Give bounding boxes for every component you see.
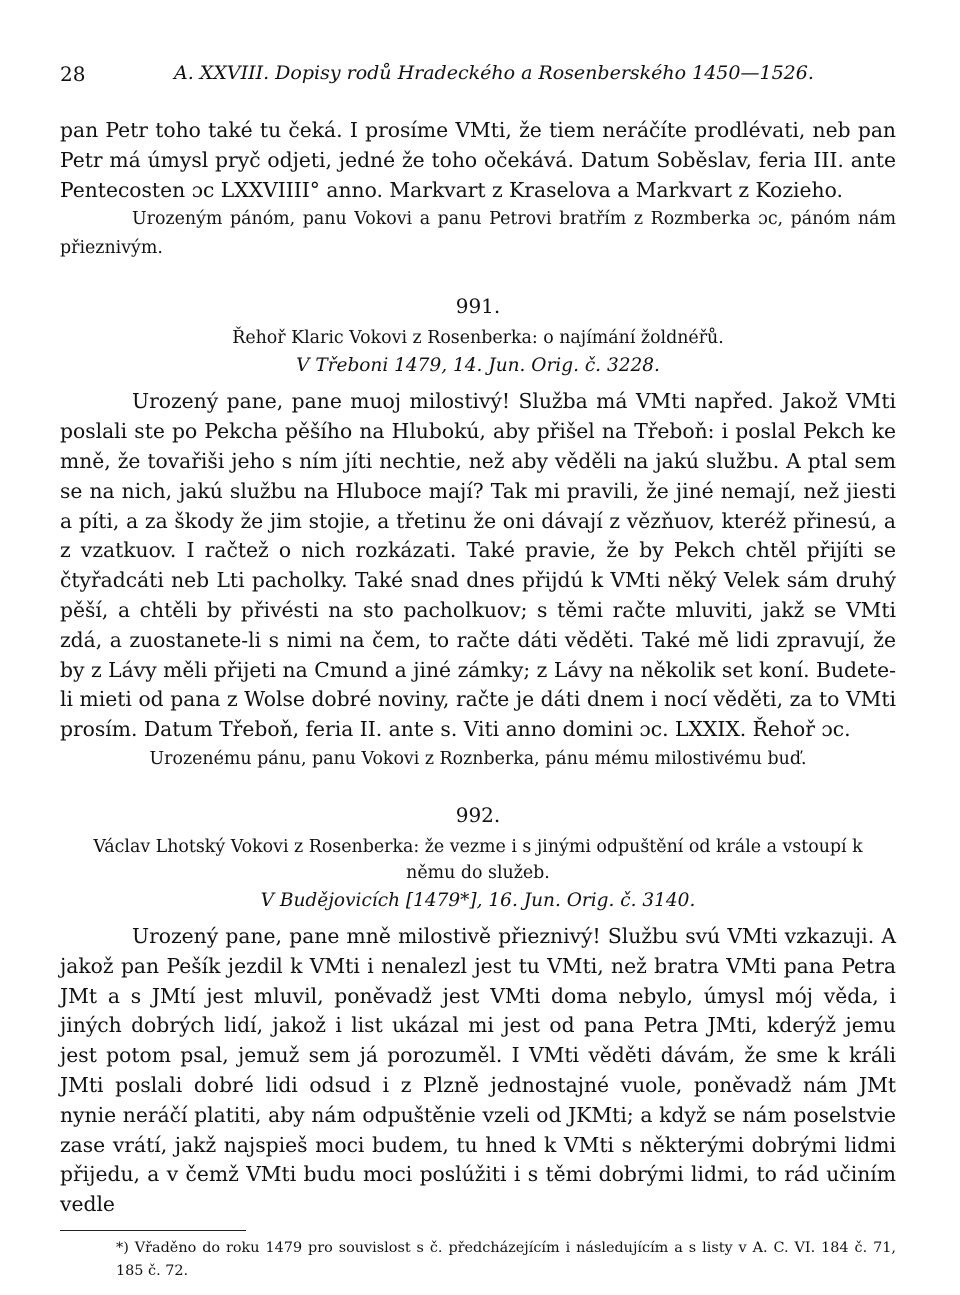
letter-title: Řehoř Klaric Vokovi z Rosenberka: o najímání žoldnéřů. (232, 328, 724, 349)
document-page (60, 58, 896, 1283)
footnote: *) Vřaděno do roku 1479 pro souvislost s č. předcházejícím i následujícím a s listy v A. C. VI. 184 č. 71, 185 č. 72. (116, 1239, 896, 1279)
letter-991 (60, 291, 896, 774)
letter-source: V Budějovicích [1479*], 16. Jun. Orig. č. 3140. (260, 889, 696, 911)
letter-992 (60, 800, 896, 1220)
letter-source: V Třeboni 1479, 14. Jun. Orig. č. 3228. (296, 355, 660, 377)
running-head (60, 58, 896, 88)
previous-letter-address: Urozeným pánóm, panu Vokovi a panu Petrovi bratřím z Rozmberka ɔc, pánóm nám přieznivým. (60, 209, 896, 259)
letter-title: Václav Lhotský Vokovi z Rosenberka: že vezme i s jinými odpuštění od krále a vstoupí k němu do služeb. (93, 836, 863, 883)
letter-number: 992. (455, 802, 501, 827)
footnote-divider (60, 1230, 246, 1231)
running-title: A. XXVIII. Dopisy rodů Hradeckého a Rosenberského 1450—1526. (174, 62, 814, 84)
letter-body: Urozený pane, pane muoj milostivý! Služba má VMti napřed. Jakož VMti poslali ste po Pekcha pěšího na Hlubokú, aby přišel na Třeboň: i poslal Pekch ke mně, že tovařiši jeho s ním jíti nechtie, než aby věděli na jakú službu. A ptal sem se na nich, jakú službu na Hluboce mají? Tak mi pravili, že jiné nemají, než jiesti a píti, a za škody že jim stojie, a třetinu že oni dávají z vězňuov, kteréž přinesú, a z vzatkuov. I račtež o nich rozkázati. Také pravie, že by Pekch chtěl přijíti se čtyřadcáti neb Lti pacholky. Také snad dnes přijdú k VMti něký Velek sám druhý pěší, a chtěli by přivésti na sto pacholkuov; s těmi račte mluviti, jakž se VMti zdá, a zuostanete-li s nimi na čem, to račte dáti věděti. Také mě lidi zpravují, že by z Lávy měli přijeti na Cmund a jiné zámky; z Lávy na několik set koní. Budete-li mieti od pana z Wolse dobré noviny, račte je dáti dnem i nocí věděti, za to VMti prosím. Datum Třeboň, feria II. ante s. Viti anno domini ɔc. LXXIX. Řehoř ɔc. (60, 389, 896, 742)
page-number: 28 (60, 62, 86, 86)
letter-number: 991. (455, 294, 501, 319)
letter-body: Urozený pane, pane mně milostivě přieznivý! Službu svú VMti vzkazuji. A jakož pan Pešík jezdil k VMti i nenalezl jest tu VMti, než bratra VMti pana Petra JMt a s JMtí jest mluvil, poněvadž jest VMti doma nebylo, úmysl mój věda, i jiných dobrých lidí, jakož i list ukázal mi jest od pana Petra JMti, kderýž jemu jest potom psal, jemuž sem já porozuměl. I VMti věděti dávám, že sme k králi JMti poslali dobré lidi odsud i z Plzně jednostajné vuole, poněvadž nám JMt nynie neráčí platiti, aby nám odpuštěnie vzeli od JKMti; a když se nám poselstvie zase vrátí, jakž najspieš moci budem, tu hned k VMti s některými dobrými lidmi přijedu, a v čemž VMti budu moci poslúžiti i s těmi dobrými lidmi, to rád učiním vedle (60, 923, 896, 1217)
previous-letter-body: pan Petr toho také tu čeká. I prosíme VMti, že tiem neráčíte prodlévati, neb pan Petr má úmysl pryč odjeti, jedné že toho očekává. Datum Soběslav, feria III. ante Pentecosten ɔc LXXVIIII° anno. Markvart z Kraselova a Markvart z Kozieho. (60, 118, 896, 202)
letter-address: Urozenému pánu, panu Vokovi z Roznberka, pánu mému milostivému buď. (149, 748, 807, 769)
